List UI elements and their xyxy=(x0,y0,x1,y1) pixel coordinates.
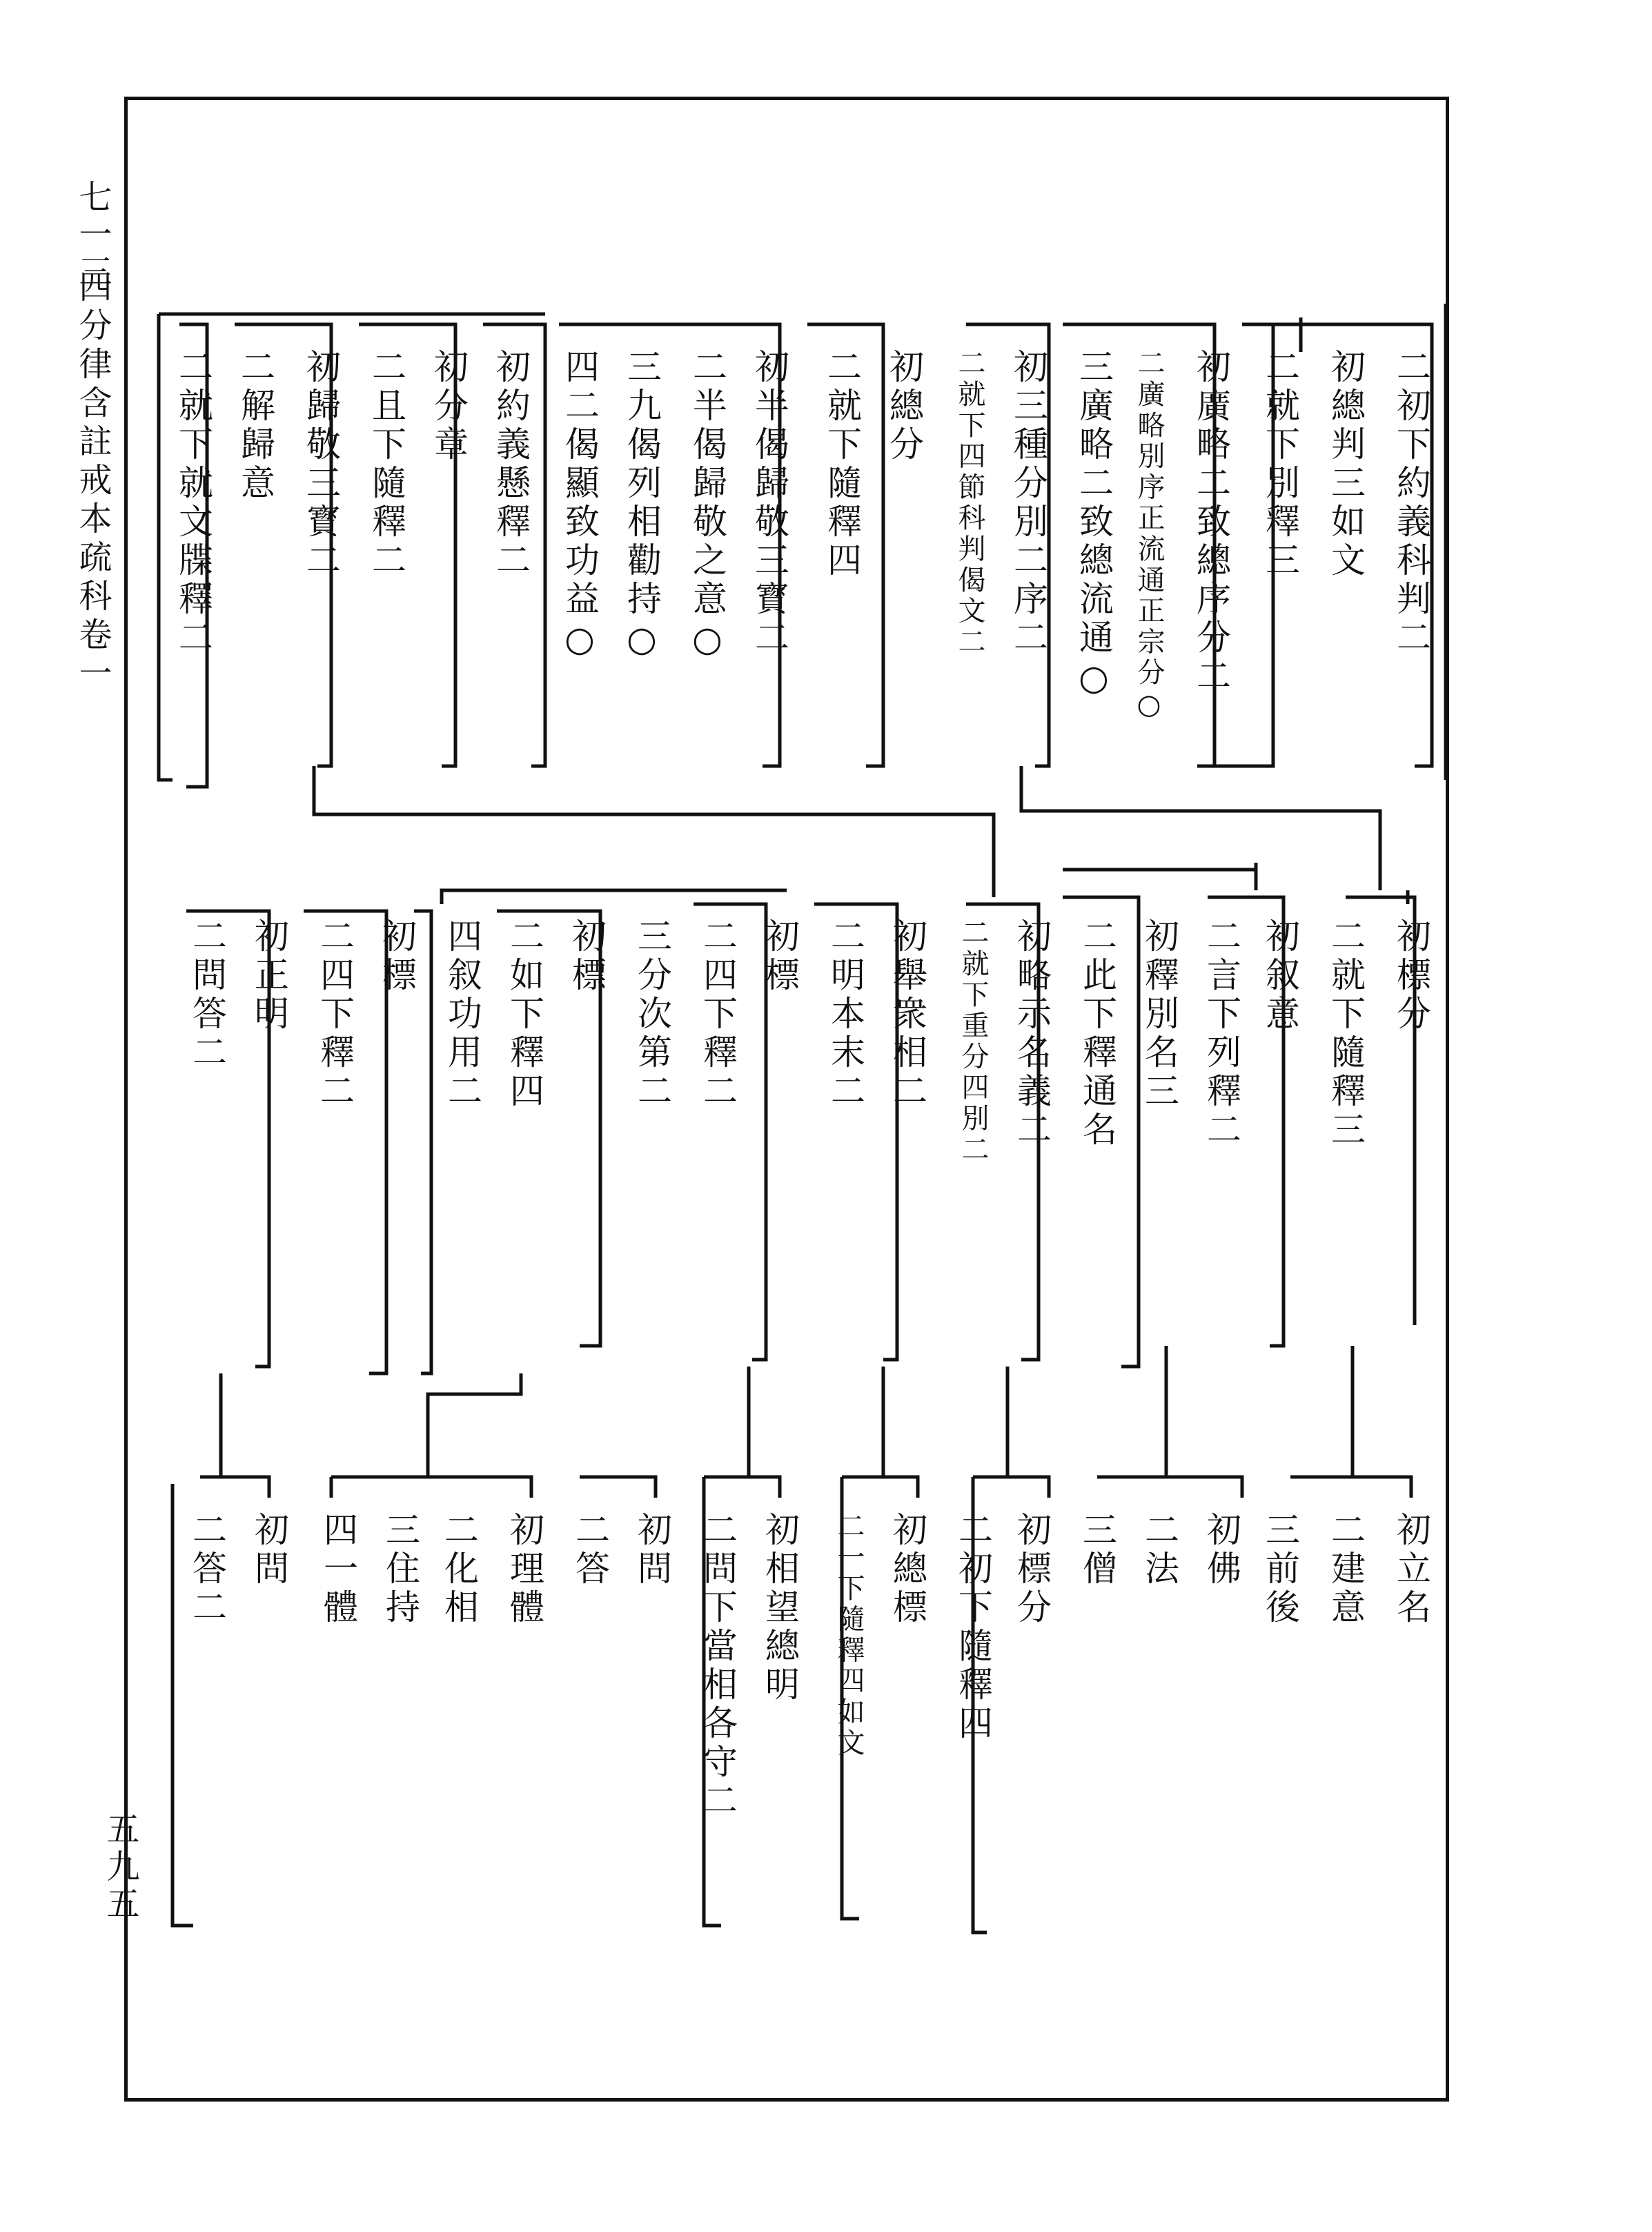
outline-node: 初佛 xyxy=(1201,1511,1241,1589)
outline-node: 初問 xyxy=(632,1511,672,1589)
outline-node: 初約義懸釋二 xyxy=(491,349,531,580)
outline-node: 二廣略別序正流通正宗分○ xyxy=(1133,349,1165,724)
outline-node: 二四下釋二 xyxy=(698,918,738,1111)
outline-node: 二四下釋二 xyxy=(315,918,355,1111)
outline-node: 初相望總明 xyxy=(760,1511,800,1705)
outline-node: 初理體 xyxy=(504,1511,544,1627)
outline-node: 三廣略二致總流通○ xyxy=(1074,349,1114,702)
outline-node: 初立名 xyxy=(1391,1511,1431,1627)
outline-node: 二化相 xyxy=(439,1511,479,1627)
volume-number: 七一三 xyxy=(73,179,112,291)
outline-node: 二此下釋通名 xyxy=(1077,918,1117,1150)
outline-node: 初標分 xyxy=(1012,1511,1052,1627)
outline-node: 二就下就文牒釋二 xyxy=(173,349,213,658)
outline-node: 初三種分別二序二 xyxy=(1008,349,1048,658)
outline-node: 二初下隨釋四 xyxy=(953,1511,993,1743)
outline-node: 三住持 xyxy=(380,1511,420,1627)
outline-node: 二明本末二 xyxy=(825,918,865,1111)
outline-node: 三前後 xyxy=(1260,1511,1300,1627)
outline-node: 二解歸意 xyxy=(235,349,275,503)
outline-node: 初總標 xyxy=(887,1511,927,1627)
outline-node: 二初下約義科判二 xyxy=(1391,349,1431,658)
outline-node: 初標 xyxy=(377,918,417,995)
outline-node: 初半偈歸敬三寳二 xyxy=(749,349,789,658)
outline-node: 二且下隨釋二 xyxy=(366,349,406,580)
outline-node: 三九偈列相勸持○ xyxy=(622,349,662,663)
outline-node: 二就下別釋三 xyxy=(1260,349,1300,580)
outline-node: 四一體 xyxy=(318,1511,358,1627)
outline-node: 初正明 xyxy=(249,918,289,1034)
outline-node: 二如下釋四 xyxy=(504,918,544,1111)
outline-node: 二問下當相各守二 xyxy=(698,1511,738,1821)
outline-node: 初叙意 xyxy=(1260,918,1300,1034)
outline-node: 二就下四節科判偈文二 xyxy=(954,349,985,658)
outline-node: 初舉衆相二 xyxy=(887,918,927,1111)
outline-node: 初標 xyxy=(567,918,607,995)
outline-node: 初標 xyxy=(760,918,800,995)
outline-node: 二就下隨釋四 xyxy=(822,349,862,580)
outline-node: 四二偈顯致功益○ xyxy=(560,349,600,663)
outline-node: 初分章 xyxy=(429,349,469,464)
outline-node: 初釋別名三 xyxy=(1139,918,1179,1111)
outline-node: 初歸敬三寳二 xyxy=(301,349,341,580)
outline-node: 二就下隨釋三 xyxy=(1326,918,1366,1150)
book-title: 四分律含註戒本疏科卷一 xyxy=(73,269,112,694)
outline-node: 二就下重分四別二 xyxy=(957,918,989,1166)
page-number: 五九五 xyxy=(101,1812,139,1923)
outline-node: 二一下隨釋四如文 xyxy=(833,1511,865,1759)
outline-node: 三分次第二 xyxy=(632,918,672,1111)
outline-node: 二答二 xyxy=(187,1511,227,1627)
outline-node: 二半偈歸敬之意○ xyxy=(687,349,727,663)
outline-node: 三僧 xyxy=(1077,1511,1117,1589)
outline-node: 初標分 xyxy=(1391,918,1431,1034)
outline-node: 初廣略二致總序分二 xyxy=(1191,349,1231,696)
outline-node: 二法 xyxy=(1139,1511,1179,1589)
outline-node: 二言下列釋二 xyxy=(1201,918,1241,1150)
outline-node: 二答 xyxy=(570,1511,610,1589)
outline-node: 初總判三如文 xyxy=(1326,349,1366,580)
outline-node: 四叙功用二 xyxy=(442,918,482,1111)
outline-node: 二問答二 xyxy=(187,918,227,1073)
outline-node: 初問 xyxy=(249,1511,289,1589)
outline-node: 初略示名義二 xyxy=(1012,918,1052,1150)
outline-node: 二建意 xyxy=(1326,1511,1366,1627)
outline-node: 初總分 xyxy=(884,349,924,464)
